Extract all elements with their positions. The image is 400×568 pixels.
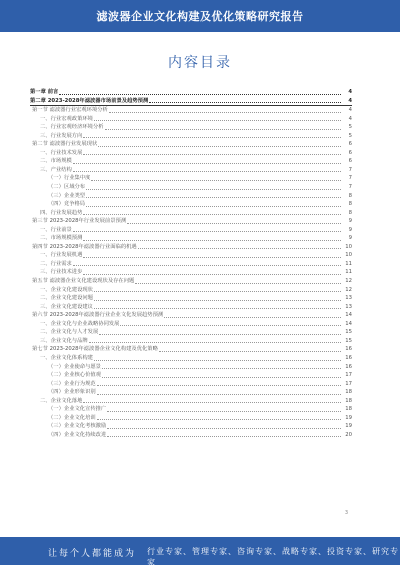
toc-entry-text: 一、行业技术发展 — [40, 149, 83, 156]
toc-entry[interactable] — [30, 397, 352, 406]
toc-entry-text: 三、行业技术进步 — [40, 269, 83, 276]
toc-leader-dots — [107, 436, 341, 437]
toc-entry-text: 二、市场规模预测 — [40, 235, 83, 242]
toc-entry[interactable] — [30, 405, 352, 414]
toc-entry-text: 一、企业文化体系构建 — [40, 354, 93, 361]
toc-entry-text: （四）竞争格局 — [48, 201, 86, 208]
toc-entry[interactable] — [30, 311, 352, 320]
toc-entry-text: 第一章 前言 — [30, 89, 59, 95]
toc-entry-page: 20 — [345, 431, 352, 438]
toc-leader-dots — [120, 325, 341, 326]
toc-entry[interactable] — [30, 431, 352, 440]
toc-entry[interactable] — [30, 294, 352, 303]
toc-leader-dots — [135, 283, 341, 284]
toc-entry-text: 第二章 2023-2028年滤波器市场前景及趋势预测 — [30, 97, 149, 104]
toc-entry[interactable] — [30, 388, 352, 397]
toc-title: 内容目录 — [168, 55, 232, 71]
toc-entry-page: 18 — [345, 406, 352, 413]
toc-entry-text: 二、企业文化建设问题 — [40, 295, 93, 302]
toc-entry-page: 11 — [345, 260, 352, 267]
toc-leader-dots — [164, 317, 341, 318]
toc-leader-dots — [159, 351, 341, 352]
toc-entry-page: 10 — [345, 243, 352, 250]
toc-entry-text: 第五节 滤波器企业文化建设现状及存在问题 — [32, 278, 135, 285]
toc-entry[interactable] — [30, 132, 352, 141]
toc-entry-text: 第六节 2023-2028年滤波器行业企业文化发展趋势预测 — [32, 312, 164, 319]
toc-entry-page: 12 — [345, 278, 352, 285]
toc-entry[interactable] — [30, 88, 352, 97]
toc-entry-text: （二）企业核心价值观 — [48, 372, 101, 379]
toc-entry-page: 9 — [348, 226, 352, 233]
toc-entry-page: 19 — [345, 414, 352, 421]
toc-entry[interactable] — [30, 106, 352, 115]
toc-entry-page: 10 — [345, 252, 352, 259]
toc-entry-page: 8 — [348, 192, 352, 199]
toc-leader-dots — [94, 120, 341, 121]
toc-entry-page: 16 — [345, 354, 352, 361]
toc-entry-page: 7 — [348, 175, 352, 182]
toc-entry[interactable] — [30, 97, 352, 107]
toc-leader-dots — [149, 102, 341, 103]
toc-entry[interactable] — [30, 192, 352, 201]
toc-entry-text: （一）企业文化宣传推广 — [48, 406, 107, 413]
toc-entry[interactable] — [30, 371, 352, 380]
toc-leader-dots — [73, 231, 341, 232]
toc-entry-text: （一）行业集中度 — [48, 175, 91, 182]
page-number: 3 — [344, 510, 348, 516]
toc-entry-text: 第三节 2023-2028年行业发展前景预测 — [32, 218, 127, 225]
toc-leader-dots — [83, 214, 341, 215]
toc-entry-page: 9 — [348, 218, 352, 225]
toc-entry[interactable] — [30, 337, 352, 346]
toc-leader-dots — [73, 171, 341, 172]
toc-leader-dots — [91, 180, 341, 181]
toc-entry-text: 一、企业文化建设现状 — [40, 286, 93, 293]
toc-leader-dots — [94, 360, 341, 361]
toc-entry-page: 13 — [345, 295, 352, 302]
toc-entry[interactable] — [30, 286, 352, 295]
toc-entry-page: 9 — [348, 235, 352, 242]
toc-leader-dots — [83, 137, 341, 138]
toc-leader-dots — [97, 385, 341, 386]
toc-leader-dots — [86, 197, 341, 198]
toc-leader-dots — [109, 112, 341, 113]
toc-entry-page: 4 — [348, 107, 352, 114]
toc-entry[interactable] — [30, 149, 352, 158]
toc-leader-dots — [89, 342, 341, 343]
toc-entry-text: 三、企业文化建设建议 — [40, 303, 93, 310]
toc-entry-page: 5 — [348, 124, 352, 131]
toc-entry-page: 14 — [345, 312, 352, 319]
toc-entry[interactable] — [30, 260, 352, 269]
toc-entry-page: 13 — [345, 303, 352, 310]
toc-entry-page: 11 — [345, 269, 352, 276]
toc-entry-page: 8 — [348, 209, 352, 216]
toc-entry-text: 一、行业发展机遇 — [40, 252, 83, 259]
toc-entry-page: 8 — [348, 201, 352, 208]
toc-entry-text: 二、市场规模 — [40, 158, 72, 165]
toc-leader-dots — [97, 419, 341, 420]
toc-entry-text: 一、行业前景 — [40, 226, 72, 233]
toc-entry-text: 三、企业文化与品牌 — [40, 337, 88, 344]
toc-entry[interactable] — [30, 174, 352, 183]
toc-entry-text: 第七节 2023-2028年滤波器企业文化构建及优化策略 — [32, 346, 158, 353]
toc-leader-dots — [83, 154, 341, 155]
toc-entry-text: （四）企业文化持续改进 — [48, 431, 107, 438]
toc-entry[interactable] — [30, 243, 352, 252]
toc-leader-dots — [94, 291, 341, 292]
toc-entry-page: 6 — [348, 149, 352, 156]
toc-leader-dots — [107, 411, 341, 412]
footer-banner — [0, 537, 400, 565]
toc-entry[interactable] — [30, 209, 352, 218]
toc-entry-text: （四）企业形象识别 — [48, 389, 96, 396]
toc-entry-page: 4 — [348, 115, 352, 122]
toc-leader-dots — [102, 377, 341, 378]
toc-entry-page: 18 — [345, 397, 352, 404]
toc-entry[interactable] — [30, 414, 352, 423]
toc-entry-page: 7 — [348, 166, 352, 173]
toc-entry-text: （二）企业文化培训 — [48, 414, 96, 421]
toc-entry-text: 四、行业发展趋势 — [40, 209, 83, 216]
toc-leader-dots — [83, 274, 341, 275]
toc-entry-page: 18 — [345, 389, 352, 396]
toc-entry-page: 15 — [345, 329, 352, 336]
report-title: 滤波器企业文化构建及优化策略研究报告 — [96, 10, 304, 23]
toc-leader-dots — [59, 94, 341, 95]
toc-entry[interactable] — [30, 115, 352, 124]
toc-leader-dots — [73, 265, 341, 266]
toc-entry-text: 二、行业需求 — [40, 260, 72, 267]
toc-entry-text: （三）企业行为规范 — [48, 380, 96, 387]
toc-entry[interactable] — [30, 303, 352, 312]
toc-entry-text: 第二节 滤波器行业发展现状 — [32, 141, 98, 148]
toc-entry-page: 15 — [345, 337, 352, 344]
toc-entry-page: 17 — [345, 380, 352, 387]
toc-entry-page: 4 — [348, 89, 352, 95]
toc-entry[interactable] — [30, 251, 352, 260]
toc-entry-text: 第一节 滤波器行业宏观环境分析 — [32, 107, 108, 114]
toc-leader-dots — [107, 428, 341, 429]
toc-leader-dots — [102, 368, 341, 369]
toc-entry[interactable] — [30, 363, 352, 372]
toc-leader-dots — [127, 223, 341, 224]
toc-entry-text: （三）企业类型 — [48, 192, 86, 199]
toc-leader-dots — [94, 300, 341, 301]
toc-leader-dots — [99, 334, 341, 335]
toc-entry[interactable] — [30, 268, 352, 277]
toc-leader-dots — [94, 308, 341, 309]
toc-entry-text: 三、产业结构 — [40, 166, 72, 173]
toc-entry-text: 第四节 2023-2028年滤波器行业面临的机遇 — [32, 243, 137, 250]
toc-entry-page: 6 — [348, 141, 352, 148]
toc-entry[interactable] — [30, 354, 352, 363]
toc-entry-text: （三）企业文化考核激励 — [48, 423, 107, 430]
toc-leader-dots — [73, 163, 341, 164]
toc-entry[interactable] — [30, 380, 352, 389]
toc-entry-text: 一、行业宏观政策环境 — [40, 115, 93, 122]
toc-entry[interactable] — [30, 320, 352, 329]
toc-entry[interactable] — [30, 140, 352, 149]
report-header — [0, 0, 400, 32]
toc-entry-page: 7 — [348, 184, 352, 191]
toc-entry-text: 二、行业宏观经济环境分析 — [40, 124, 104, 131]
toc-entry[interactable] — [30, 422, 352, 431]
toc-entry-text: （一）企业使命与愿景 — [48, 363, 101, 370]
toc-entry-page: 17 — [345, 372, 352, 379]
toc-entry[interactable] — [30, 345, 352, 354]
toc-leader-dots — [98, 146, 341, 147]
toc-entry-text: 二、企业文化与人才发展 — [40, 329, 99, 336]
toc-entry[interactable] — [30, 328, 352, 337]
toc-leader-dots — [105, 129, 341, 130]
toc-entry[interactable] — [30, 183, 352, 192]
toc-entry[interactable] — [30, 166, 352, 175]
toc-entry[interactable] — [30, 217, 352, 226]
footer-slogan: 让每个人都能成为 — [48, 549, 137, 559]
toc-entry[interactable] — [30, 277, 352, 286]
toc-entry-text: 三、行业发展方向 — [40, 132, 83, 139]
table-of-contents — [30, 88, 352, 439]
footer-tagline: 行业专家、管理专家、咨询专家、战略专家、投资专家、研究专家 — [147, 547, 399, 567]
toc-leader-dots — [83, 402, 341, 403]
toc-entry-text: （二）区域分布 — [48, 184, 86, 191]
toc-leader-dots — [86, 206, 341, 207]
toc-entry-page: 16 — [345, 346, 352, 353]
toc-leader-dots — [83, 257, 341, 258]
toc-entry-page: 12 — [345, 286, 352, 293]
toc-leader-dots — [138, 248, 341, 249]
toc-entry[interactable] — [30, 123, 352, 132]
toc-entry-page: 19 — [345, 423, 352, 430]
toc-entry-page: 5 — [348, 132, 352, 139]
toc-leader-dots — [83, 240, 341, 241]
toc-entry[interactable] — [30, 234, 352, 243]
toc-leader-dots — [86, 189, 341, 190]
toc-entry[interactable] — [30, 157, 352, 166]
toc-entry-text: 二、企业文化落地 — [40, 397, 83, 404]
toc-entry-page: 14 — [345, 320, 352, 327]
toc-entry-page: 4 — [348, 97, 352, 104]
toc-leader-dots — [97, 394, 341, 395]
toc-entry[interactable] — [30, 226, 352, 235]
toc-entry-text: 一、企业文化与企业战略协同发展 — [40, 320, 120, 327]
toc-entry[interactable] — [30, 200, 352, 209]
toc-entry-page: 16 — [345, 363, 352, 370]
toc-entry-page: 6 — [348, 158, 352, 165]
